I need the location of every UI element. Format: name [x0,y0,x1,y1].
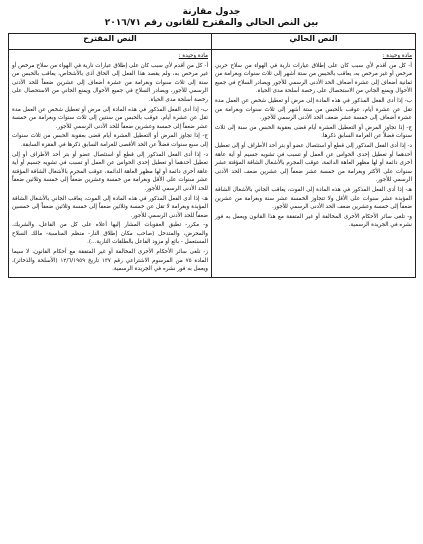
current-paragraph-a: أ- كل من أقدم لأي سبب كان على إطلاق عيارات نارية في الهواء من سلاح حربي مرخص أو غير مرخص به، يعاقب بالحبس من ستة أشهر إلى ثلاث سنوات وبغرامة من ثمانية أضعاف إلى عشرة أضعاف الحد الأدنى الرسمي للأجور ويصادر السلاح في جميع الأحوال ويمنع الجاني من الاستحصال على رخصة أسلحة مدى الحياة. [215,62,412,95]
header-current-text: النص الحالي [212,34,416,50]
current-paragraph-f: و- تلغى سائر الأحكام الأخرى المخالفة أو غير المتفقة مع هذا القانون ويعمل به فور نشره في الجريدة الرسمية. [215,213,412,229]
proposed-paragraph-b: ب- إذا أدى الفعل المذكور في هذه المادة إلى مرض أو تعطيل شخص عن العمل مدة تقل عن عشرة أيام، عوقب بالحبس من سنتين إلى ثلاث سنوات وبغرامة من خمسة عشر ضعفاً إلى خمسة وعشرين ضعفاً للحد الأدنى الرسمي للأجور. [12,106,208,130]
current-article-heading: مادة وحيدة : [382,53,412,59]
title-line-1: جدول مقارنة [182,7,241,17]
title-line-2: بين النص الحالي والمقترح للقانون رقم ٢٠١٦/٧١ [104,18,319,28]
current-text-cell [212,50,416,278]
proposed-article-heading: مادة وحيدة : [178,53,208,59]
current-paragraph-c: ج- إذا تجاوز المرض أو التعطيل العشرة أيام قضى بعقوبة الحبس من سنة إلى ثلاث سنوات فضلاً عن الغرامة السابق ذكرها. [215,124,412,140]
proposed-text-cell [9,50,212,278]
proposed-paragraph-g: ز- تلغى سائر الأحكام الأخرى المخالفة أو غير المتفقة مع أحكام القانون، لا سيما المادة ٧٥ من المرسوم الاشتراعي رقم ١٣٧ تاريخ ١٢/٦/١٩٥٩ (الأسلحة والذخائر)، ويعمل به فور نشره في الجريدة الرسمية. [12,249,209,273]
comparison-table [8,33,416,278]
document-title [0,0,423,29]
current-paragraph-b: ب- إذا أدى الفعل المذكور في هذه المادة إلى مرض أو تعطيل شخص عن العمل مدة تقل عن عشرة أيام، عوقب بالحبس من ستة أشهر إلى ثلاث سنوات وبغرامة من عشرة أضعاف إلى خمسة عشر ضعف الحد الأدنى الرسمي للأجور. [215,97,412,122]
proposed-paragraph-e: هـ- إذا أدى الفعل المذكور في هذه المادة إلى الموت، يعاقب الجاني بالأشغال الشاقة المؤبدة وبغرامة لا تقل عن خمسة وثلاثين ضعفاً إلى خمسة وثلاثين ضعفاً إلى خمسين ضعفاً للحد الأدنى الرسمي للأجور. [12,195,208,219]
proposed-paragraph-d: د- إذا أدى الفعل المذكور إلى قطع أو استئصال عضو أو بتر أحد الأطراف أو إلى تعطيل أحدهما أو تعطيل إحدى الحواس عن العمل أو تسبب في تشويه جسيم أو أية عاهة أخرى دائمة أو لها مظهر العاهة الدائمة، عوقب المجرم بالأشغال الشاقة المؤقتة عشر سنوات على الأقل وبغرامة من خمسة وعشرين ضعفاً إلى خمسة وثلاثين ضعفاً للحد الأدنى الرسمي للأجور. [12,151,208,192]
proposed-paragraph-a: أ- كل من أقدم لأي سبب كان على إطلاق عيارات نارية في الهواء من سلاح مرخص أو غير مرخص به، ولم يقصد هذا الفعل إلى الحاق أذى بالأشخاص، يعاقب بالحبس من سنة إلى ثلاث سنوات وبغرامة من عشرة أضعاف إلى عشرين ضعفاً للحد الأدنى الرسمي للأجور، ويصادر السلاح في جميع الأحوال ويمنع الجاني من الاستحصال على رخصة أسلحة مدى الحياة. [12,62,208,103]
table-row [9,50,416,278]
proposed-paragraph-c: ج- إذا تجاوز المرض أو التعطيل العشرة أيام قضى بعقوبة الحبس من ثلاث سنوات إلى سبع سنوات فضلاً عن الحد الأقصى للغرامة السابق ذكرها في الفقرة السابقة. [12,133,208,148]
proposed-paragraph-f: و- مكرر- تطبق العقوبات المشار إليها أعلاه على كل من الفاعل، والشريك، والمحرض، والمتدخل (صاحب مكان إطلاق النار- منظم المناسبة- مالك السلاح المستعمل - بائع أو مزود الفاعل بالطلقات النارية...). [12,222,208,246]
header-proposed-text: النص المقترح [9,34,212,50]
current-paragraph-d: د- إذا أدى الفعل المذكور إلى قطع أو استئصال عضو أو بتر أحد الأطراف أو إلى تعطيل أحدهما أو تعطيل إحدى الحواس عن العمل أو تسبب في تشويه جسيم أو أية عاهة أخرى دائمة أو لها مظهر العاهة الدائمة، عوقب المجرم بالأشغال الشاقة المؤقتة عشر سنوات على الأكثر وبغرامة من خمسة عشر ضعفاً إلى عشرين ضعف الحد الأدنى الرسمي للأجور. [215,142,412,184]
table-header-row [9,34,416,50]
current-paragraph-e: هـ- إذا أدى الفعل المذكور في هذه المادة إلى الموت، يعاقب الجاني بالأشغال الشاقة المؤبدة عشر سنوات على الأقل ولا تتجاوز الخمسة عشر سنة وبغرامة من عشرين ضعفاً إلى خمسة وعشرين ضعف الحد الأدنى الرسمي للأجور. [215,186,412,211]
